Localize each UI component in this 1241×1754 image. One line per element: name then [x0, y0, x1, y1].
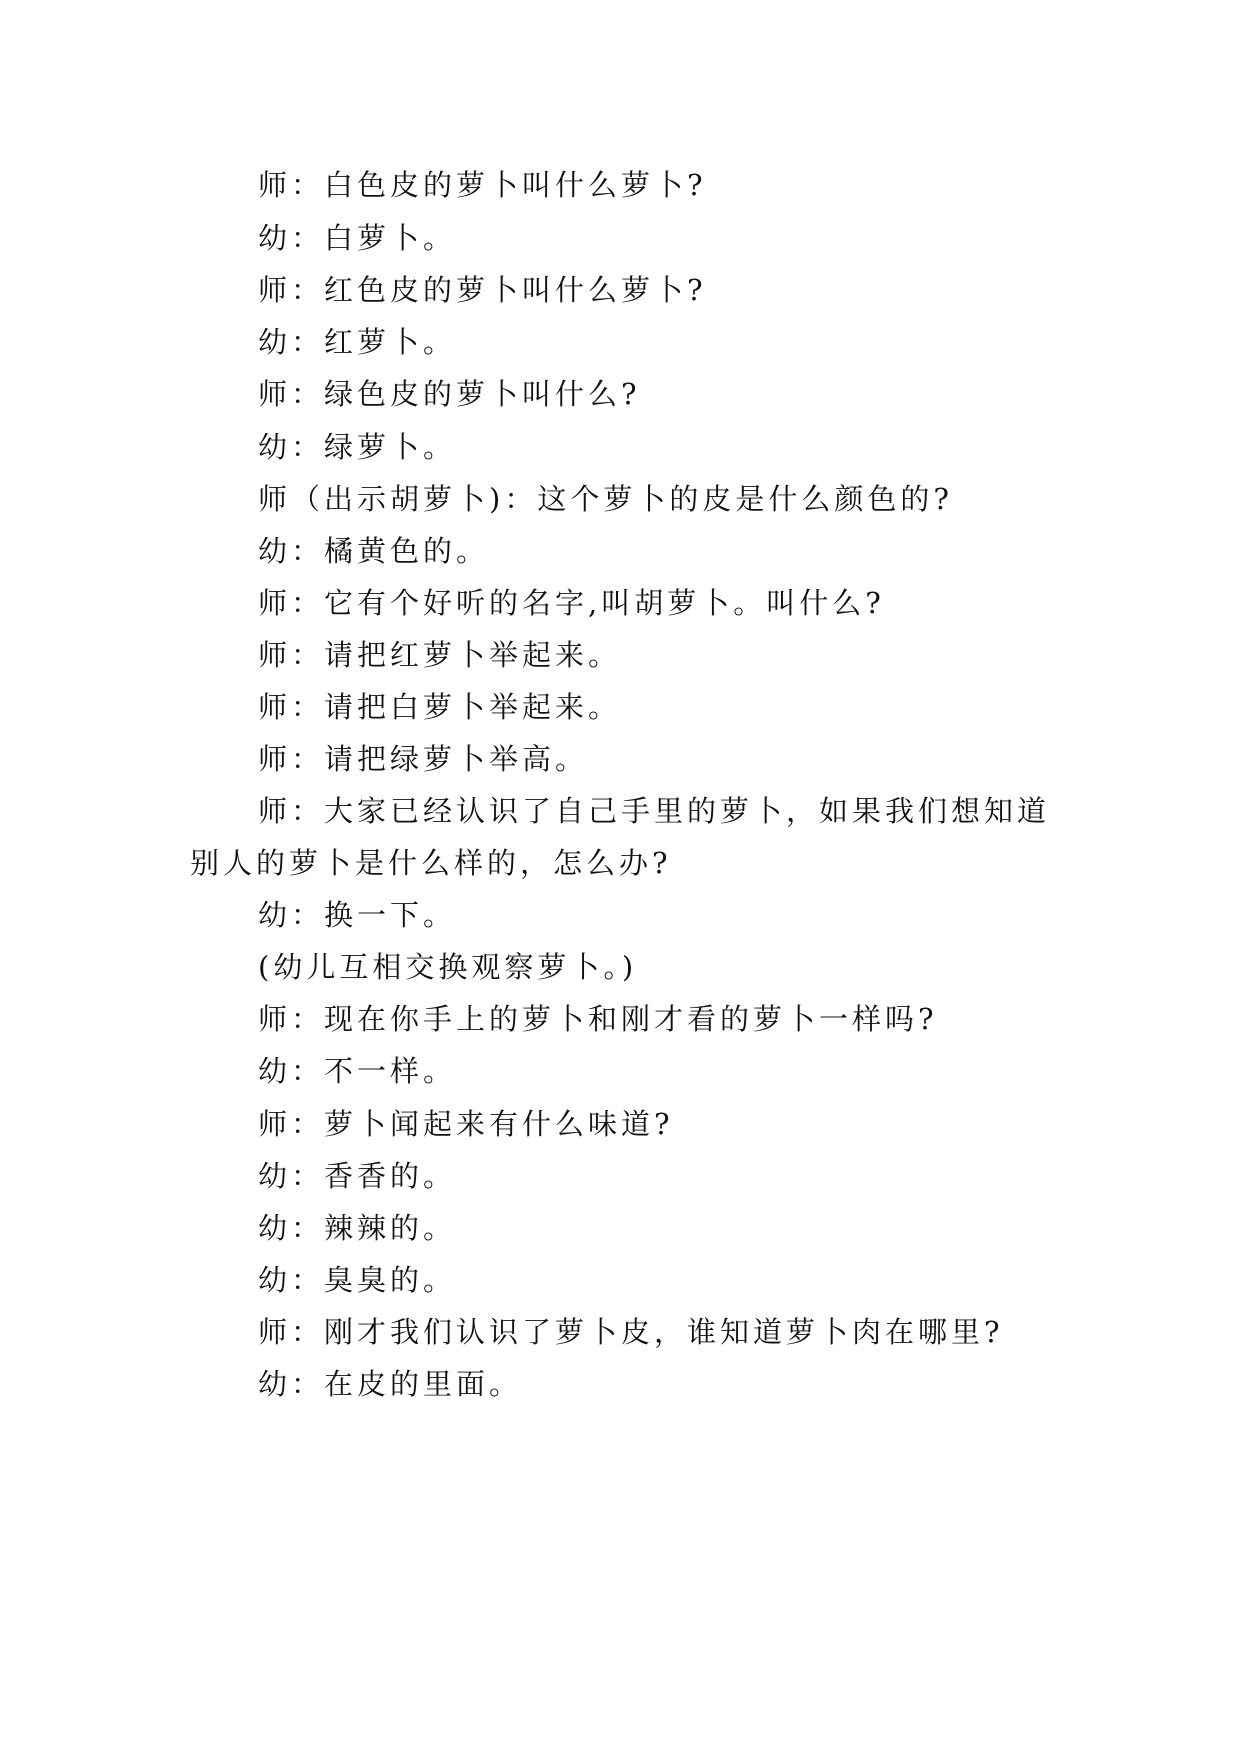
dialogue-line: 师：它有个好听的名字,叫胡萝卜。叫什么? [258, 586, 885, 620]
dialogue-line: 师：红色皮的萝卜叫什么萝卜? [258, 273, 707, 307]
dialogue-line: 幼：在皮的里面。 [258, 1367, 523, 1401]
dialogue-line: (幼儿互相交换观察萝卜。) [258, 950, 638, 984]
dialogue-line: 师：请把红萝卜举起来。 [258, 638, 622, 672]
dialogue-line: 师：绿色皮的萝卜叫什么? [258, 377, 641, 411]
dialogue-line: 幼：白萝卜。 [258, 221, 457, 255]
dialogue-line: 师（出示胡萝卜)：这个萝卜的皮是什么颜色的? [258, 482, 953, 516]
dialogue-line: 幼：红萝卜。 [258, 325, 457, 359]
dialogue-line: 师：刚才我们认识了萝卜皮，谁知道萝卜肉在哪里? [258, 1315, 1004, 1349]
dialogue-line: 师：萝卜闻起来有什么味道? [258, 1107, 674, 1141]
dialogue-line: 幼：橘黄色的。 [258, 534, 490, 568]
dialogue-line: 师：大家已经认识了自己手里的萝卜，如果我们想知道 [258, 794, 1051, 828]
dialogue-line: 幼：香香的。 [258, 1159, 457, 1193]
dialogue-line: 师：白色皮的萝卜叫什么萝卜? [258, 168, 707, 202]
dialogue-line: 幼：换一下。 [258, 898, 457, 932]
dialogue-line: 幼：辣辣的。 [258, 1211, 457, 1245]
dialogue-line: 幼：绿萝卜。 [258, 430, 457, 464]
dialogue-line: 师：现在你手上的萝卜和刚才看的萝卜一样吗? [258, 1002, 938, 1036]
dialogue-line: 师：请把白萝卜举起来。 [258, 690, 622, 724]
dialogue-line: 师：请把绿萝卜举高。 [258, 742, 589, 776]
dialogue-line: 幼：不一样。 [258, 1054, 457, 1088]
dialogue-line: 幼：臭臭的。 [258, 1263, 457, 1297]
dialogue-line: 别人的萝卜是什么样的，怎么办? [190, 846, 672, 880]
